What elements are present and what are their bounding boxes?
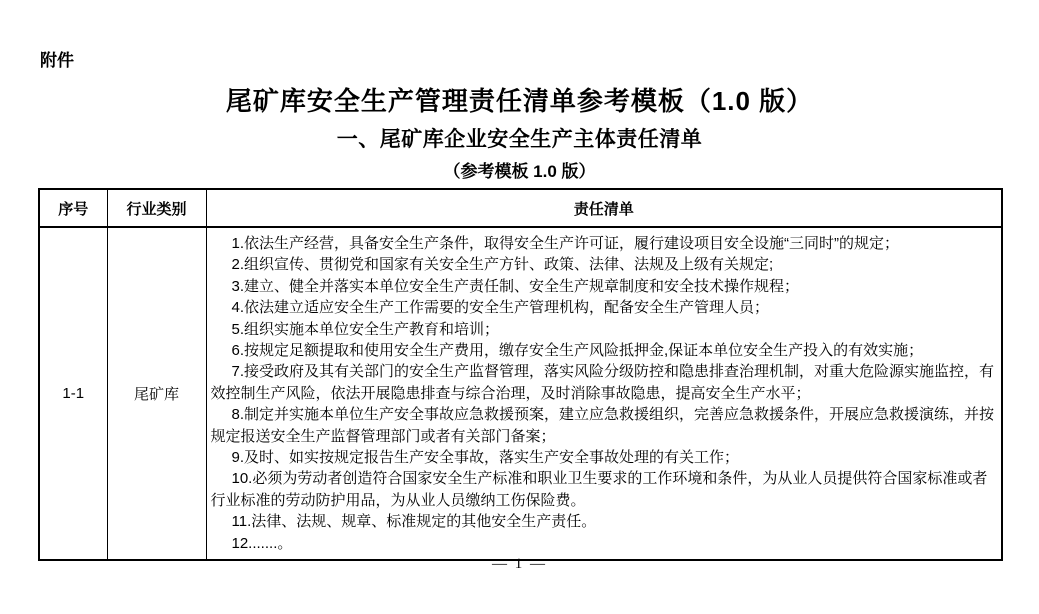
column-header-responsibility-list: 责任清单 [206,189,1002,227]
responsibility-item: 7.接受政府及其有关部门的安全生产监督管理，落实风险分级防控和隐患排查治理机制，对重大危险源实施监控，有效控制生产风险，依法开展隐患排查与综合治理，及时消除事故隐患，提高安全生产水平； [210,363,995,402]
responsibility-item: 4.依法建立适应安全生产工作需要的安全生产管理机构，配备安全生产管理人员； [231,299,770,317]
table-row [39,227,1002,560]
responsibility-list-cell [206,227,1002,560]
page-number: — 1 — [492,556,547,572]
section-subtitle: （参考模板 1.0 版） [443,162,596,181]
responsibility-item: 12.......。 [231,534,293,552]
responsibility-item: 1.依法生产经营，具备安全生产条件，取得安全生产许可证，履行建设项目安全设施“三同时”的规定； [231,235,900,252]
attachment-label: 附件 [40,51,74,70]
column-header-serial-number: 序号 [39,189,107,227]
responsibility-item: 3.建立、健全并落实本单位安全生产责任制、安全生产规章制度和安全技术操作规程； [231,277,800,295]
responsibility-item: 10.必须为劳动者创造符合国家安全生产标准和职业卫生要求的工作环境和条件，为从业人员提供符合国家标准或者行业标准的劳动防护用品，为从业人员缴纳工伤保险费。 [210,470,988,509]
responsibility-item: 6.按规定足额提取和使用安全生产费用，缴存安全生产风险抵押金,保证本单位安全生产投入的有效实施； [231,342,924,360]
column-header-industry-category: 行业类别 [107,189,206,227]
industry-category-cell: 尾矿库 [107,227,206,560]
serial-number-cell: 1-1 [39,227,107,560]
responsibility-item: 9.及时、如实按规定报告生产安全事故，落实生产安全事故处理的有关工作； [231,449,740,467]
responsibility-table [38,188,1003,561]
responsibility-item: 5.组织实施本单位安全生产教育和培训； [231,320,500,338]
table-header-row [39,189,1002,227]
section-title: 一、尾矿库企业安全生产主体责任清单 [336,128,703,151]
responsibility-item: 8.制定并实施本单位生产安全事故应急救援预案，建立应急救援组织，完善应急救援条件，开展应急救援演练，并按规定报送安全生产监督管理部门或者有关部门备案； [210,406,995,445]
responsibility-item: 11.法律、法规、规章、标准规定的其他安全生产责任。 [231,513,597,531]
responsibility-item: 2.组织宣传、贯彻党和国家有关安全生产方针、政策、法律、法规及上级有关规定; [231,256,774,274]
page-title: 尾矿库安全生产管理责任清单参考模板（1.0 版） [225,86,814,116]
